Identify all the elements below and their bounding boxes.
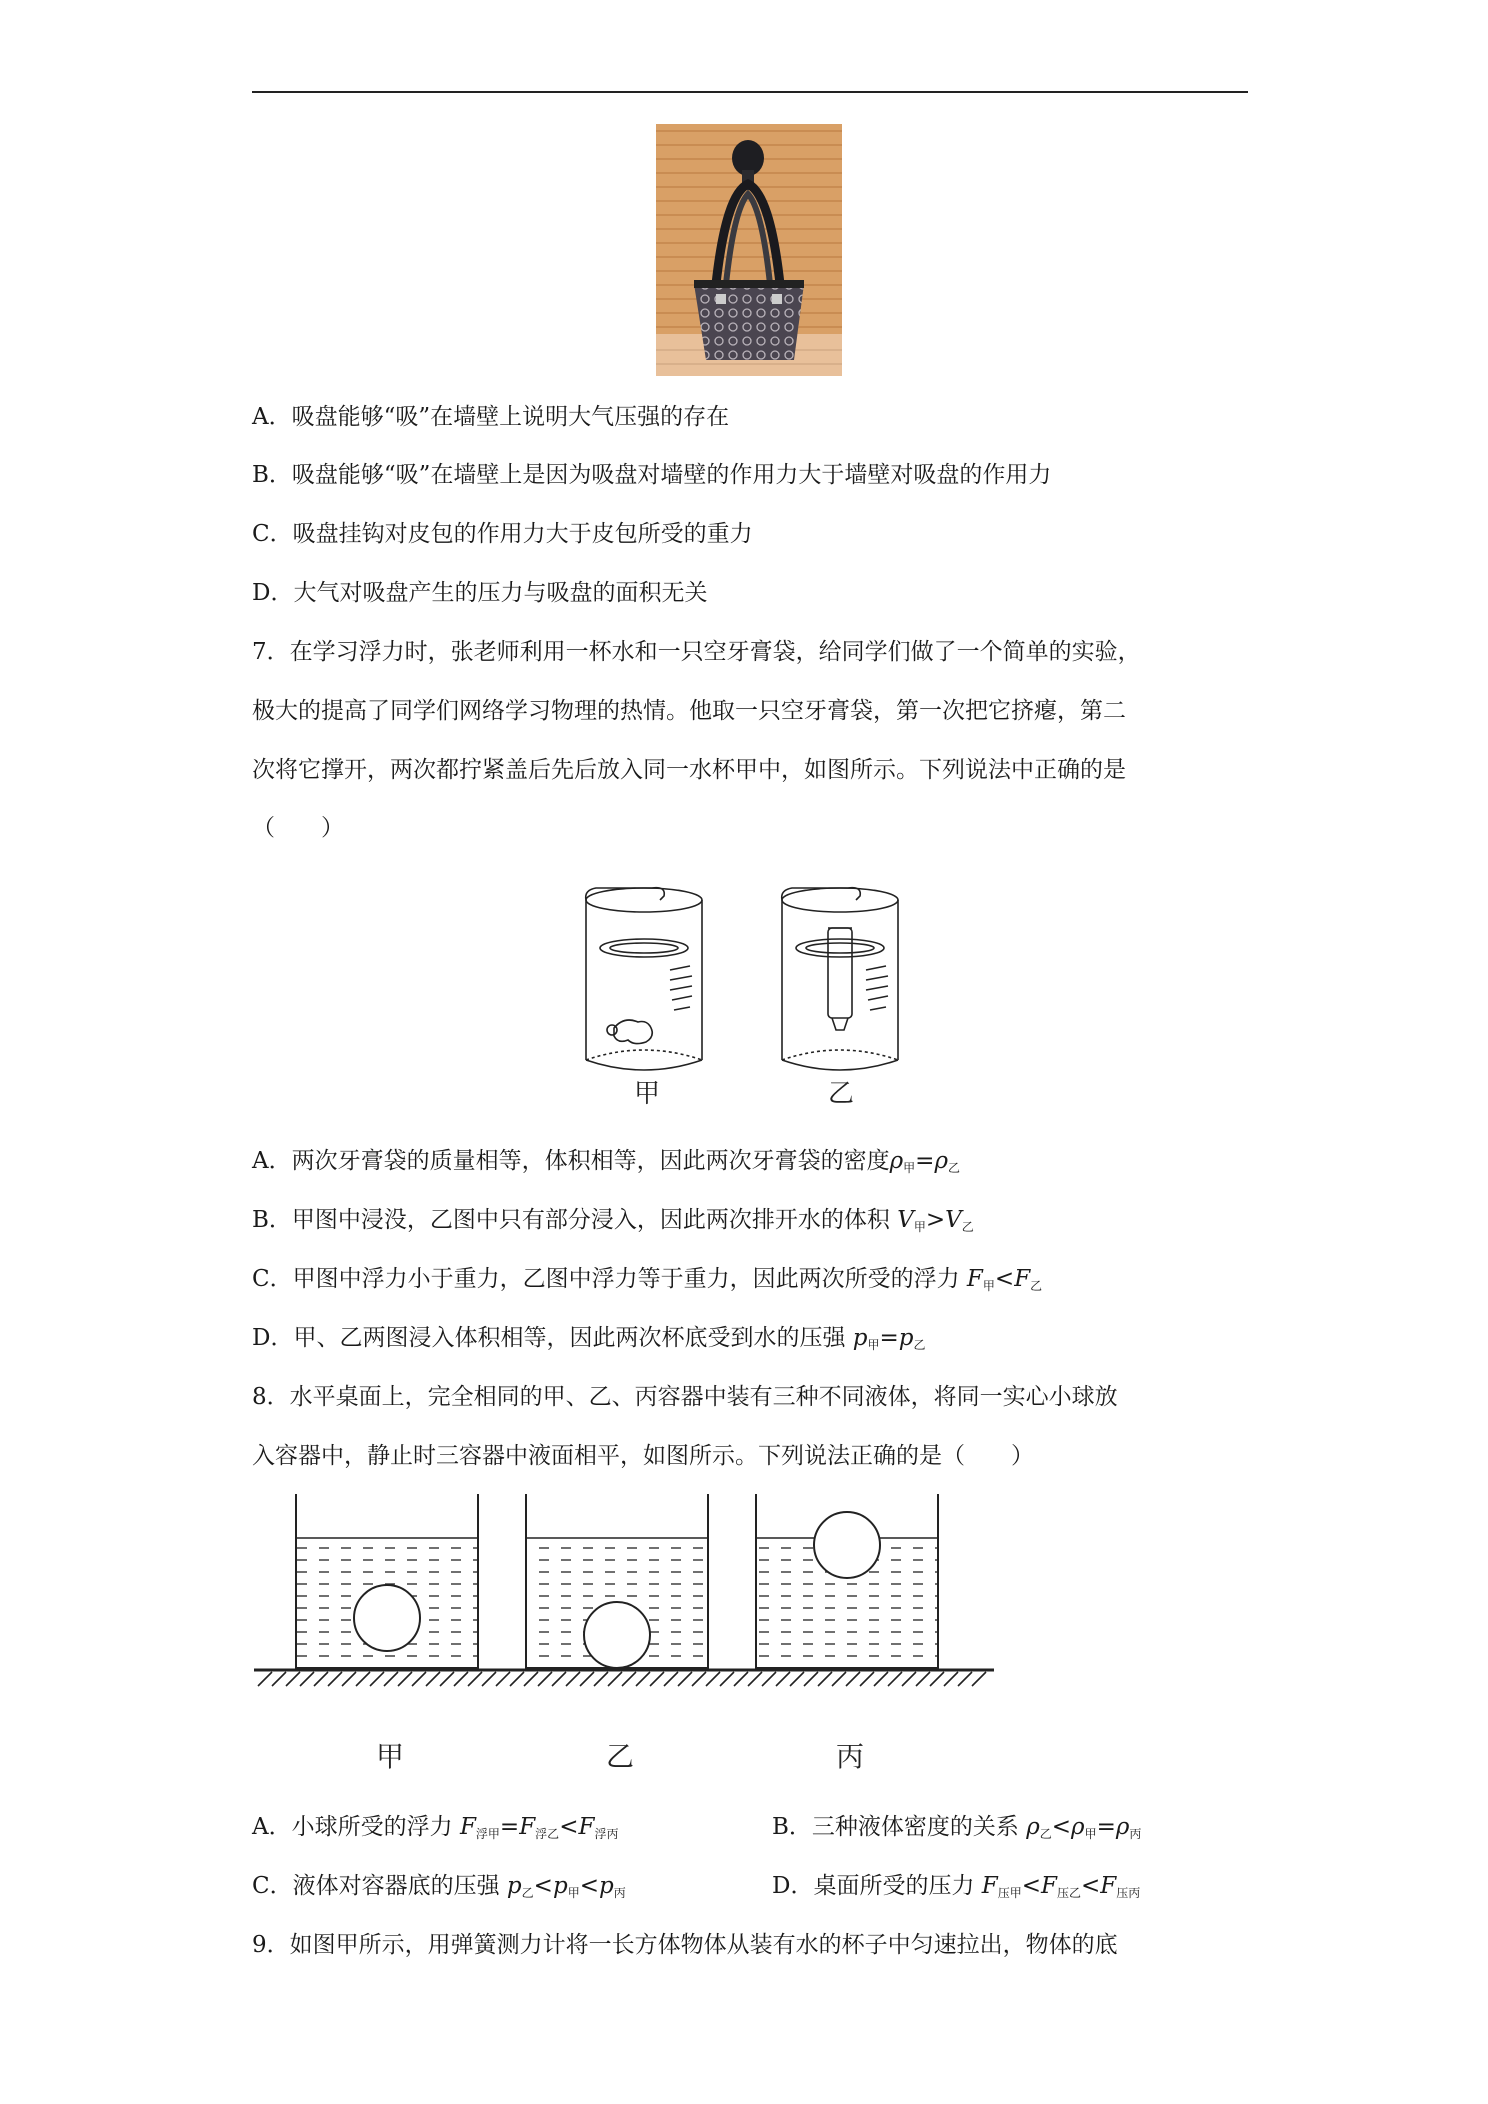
q7-stem-line-4: （ ）: [252, 815, 344, 841]
q6-option-c[interactable]: C．吸盘挂钩对皮包的作用力大于皮包所受的重力: [252, 521, 753, 547]
q7-option-d[interactable]: D．甲、乙两图浸入体积相等，因此两次杯底受到水的压强 $p_甲=p_乙$: [252, 1325, 926, 1352]
q9-stem-line-1: 9．如图甲所示，用弹簧测力计将一长方体物体从装有水的杯子中匀速拉出，物体的底: [252, 1932, 1118, 1958]
q8-stem-line-2: 入容器中，静止时三容器中液面相平，如图所示。下列说法正确的是（ ）: [252, 1443, 1034, 1469]
q7-stem-line-2: 极大的提高了同学们网络学习物理的热情。他取一只空牙膏袋，第一次把它挤瘪，第二: [252, 698, 1126, 724]
q7-option-c[interactable]: C．甲图中浮力小于重力，乙图中浮力等于重力，因此两次所受的浮力 $F_甲<F_乙$: [252, 1266, 1043, 1293]
q7-beaker-figure: [574, 880, 914, 1110]
q6-option-b[interactable]: B．吸盘能够“吸”在墙壁上是因为吸盘对墙壁的作用力大于墙壁对吸盘的作用力: [252, 462, 1052, 488]
q8-label-bing: 丙: [836, 1740, 865, 1773]
q7-stem-line-1: 7．在学习浮力时，张老师利用一杯水和一只空牙膏袋，给同学们做了一个简单的实验，: [252, 639, 1141, 665]
q8-stem-line-1: 8．水平桌面上，完全相同的甲、乙、丙容器中装有三种不同液体，将同一实心小球放: [252, 1384, 1118, 1410]
q6-option-d[interactable]: D．大气对吸盘产生的压力与吸盘的面积无关: [252, 580, 708, 606]
q8-option-a[interactable]: A．小球所受的浮力 $F_{浮甲}=F_{浮乙}<F_{浮丙}$: [252, 1814, 619, 1841]
q8-label-jia: 甲: [376, 1740, 405, 1773]
q8-option-c[interactable]: C．液体对容器底的压强 $p_乙<p_甲<p_丙$: [252, 1873, 626, 1900]
handbag-suction-cup-photo: [656, 124, 842, 376]
q7-stem-line-3: 次将它撑开，两次都拧紧盖后先后放入同一水杯甲中，如图所示。下列说法中正确的是: [252, 757, 1126, 783]
header-rule: [252, 91, 1248, 93]
q7-label-jia: 甲: [634, 1079, 661, 1109]
q7-option-b[interactable]: B．甲图中浸没，乙图中只有部分浸入，因此两次排开水的体积 $V_甲>V_乙$: [252, 1207, 974, 1234]
q8-container-figure: [250, 1494, 1002, 1774]
q8-option-b[interactable]: B．三种液体密度的关系 $\rho_乙<\rho_甲=\rho_丙$: [772, 1814, 1142, 1841]
q7-option-a[interactable]: A．两次牙膏袋的质量相等，体积相等，因此两次牙膏袋的密度$\rho_甲=\rho_乙$: [252, 1148, 960, 1175]
q8-option-d[interactable]: D．桌面所受的压力 $F_{压甲}<F_{压乙}<F_{压丙}$: [772, 1873, 1141, 1900]
q8-label-yi: 乙: [606, 1740, 635, 1773]
q7-label-yi: 乙: [828, 1079, 855, 1109]
q6-option-a[interactable]: A．吸盘能够“吸”在墙壁上说明大气压强的存在: [252, 404, 730, 430]
